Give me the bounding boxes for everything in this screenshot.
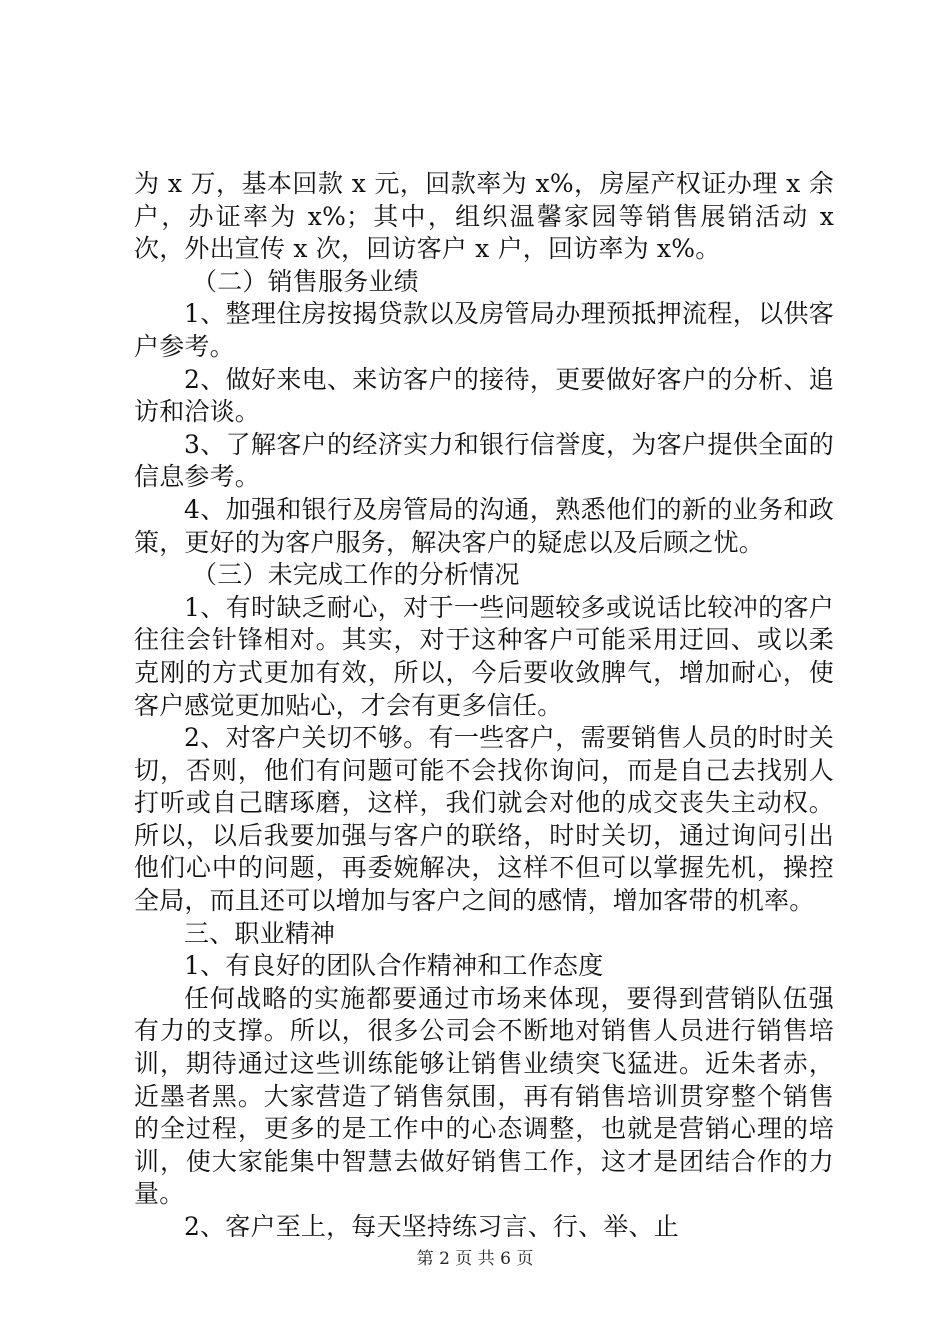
section-heading-sales-service: （二）销售服务业绩	[192, 266, 419, 296]
subheading-teamwork: 1、有良好的团队合作精神和工作态度	[184, 951, 604, 981]
paragraph-service-3: 3、了解客户的经济实力和银行信誉度，为客户提供全面的信息参考。	[134, 429, 834, 492]
section-heading-unfinished-work: （三）未完成工作的分析情况	[192, 560, 520, 590]
paragraph-continued-stats: 为 x 万，基本回款 x 元，回款率为 x%，房屋产权证办理 x 余户，办证率为 x%；其中，组织温馨家园等销售展销活动 x 次，外出宣传 x 次，回访客户 x 户，回访率为 x%。	[134, 169, 834, 264]
page-number-footer: 第 2 页 共 6 页	[416, 1249, 534, 1269]
paragraph-service-4: 4、加强和银行及房管局的沟通，熟悉他们的新的业务和政策，更好的为客户服务，解决客户的疑虑以及后顾之忧。	[134, 494, 834, 557]
document-body	[134, 168, 834, 1244]
paragraph-unfinished-1: 1、有时缺乏耐心，对于一些问题较多或说话比较冲的客户往往会针锋相对。其实，对于这种客户可能采用迂回、或以柔克刚的方式更加有效，所以，今后要收敛脾气，增加耐心，使客户感觉更加贴心，才会有更多信任。	[134, 592, 834, 720]
paragraph-teamwork: 任何战略的实施都要通过市场来体现，要得到营销队伍强有力的支撑。所以，很多公司会不断地对销售人员进行销售培训，期待通过这些训练能够让销售业绩突飞猛进。近朱者赤，近墨者黑。大家营造了销售氛围，再有销售培训贯穿整个销售的全过程，更多的是工作中的心态调整，也就是营销心理的培训，使大家能集中智慧去做好销售工作，这才是团结合作的力量。	[134, 983, 834, 1209]
section-heading-professional-spirit: 三、职业精神	[184, 918, 336, 948]
subheading-customer-first: 2、客户至上，每天坚持练习言、行、举、止	[184, 1212, 679, 1241]
paragraph-service-2: 2、做好来电、来访客户的接待，更要做好客户的分析、追访和洽谈。	[134, 364, 834, 427]
paragraph-service-1: 1、整理住房按揭贷款以及房管局办理预抵押流程，以供客户参考。	[134, 299, 834, 361]
paragraph-unfinished-2: 2、对客户关切不够。有一些客户，需要销售人员的时时关切，否则，他们有问题可能不会找你询问，而是自己去找别人打听或自己瞎琢磨，这样，我们就会对他的成交丧失主动权。所以，以后我要加强与客户的联络，时时关切，通过询问引出他们心中的问题，再委婉解决，这样不但可以掌握先机，操控全局，而且还可以增加与客户之间的感情，增加客带的机率。	[134, 723, 834, 916]
